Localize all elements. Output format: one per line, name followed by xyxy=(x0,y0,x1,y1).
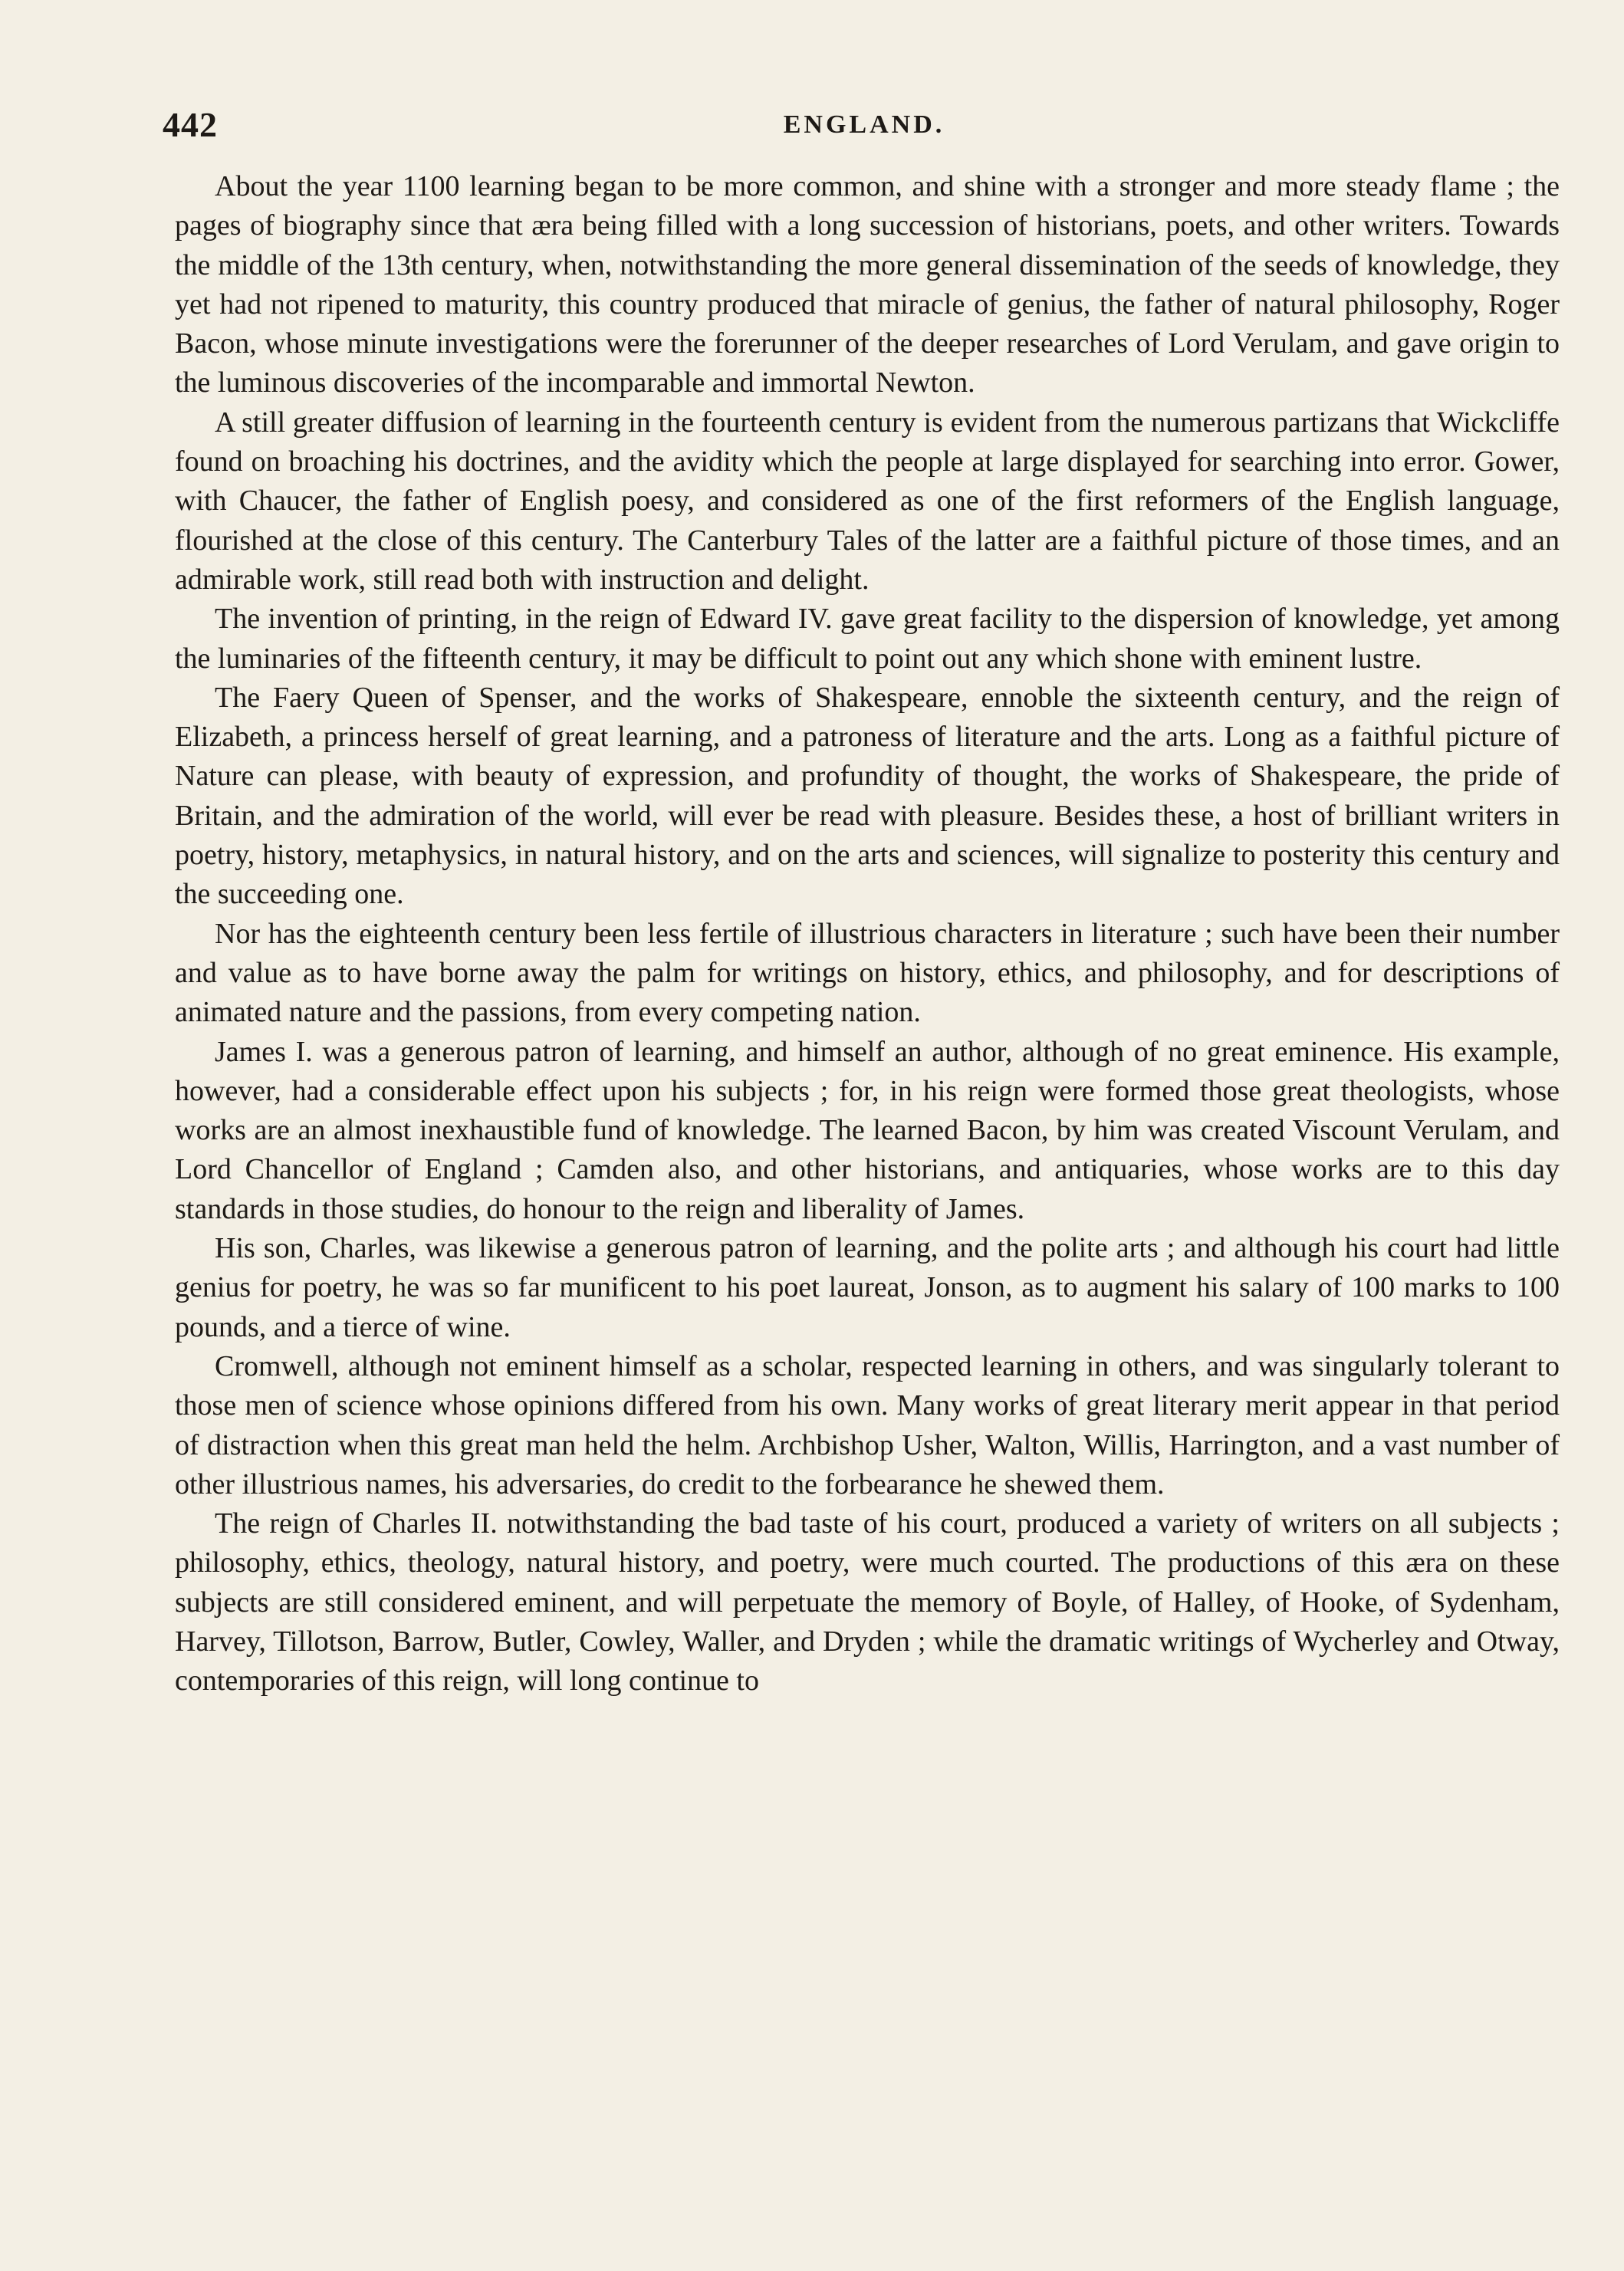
body-text xyxy=(175,167,1560,1701)
paragraph-cromwell: Cromwell, although not eminent himself as a scholar, respected learning in others, and was singularly tolerant to those men of science whose opinions differed from his own. Many works of great literary merit appear in that period of distraction when this great man held the helm. Archbishop Usher, Walton, Willis, Harrington, and a vast number of other illustrious names, his adversaries, do credit to the forbearance he shewed them. xyxy=(175,1349,1560,1500)
paragraph-spenser-shakespeare: The Faery Queen of Spenser, and the works of Shakespeare, ennoble the sixteenth century, and the reign of Elizabeth, a princess herself of great learning, and a patroness of literature and the arts. Long as a faithful picture of Nature can please, with beauty of expression, and profundity of thought, the works of Shakespeare, the pride of Britain, and the admiration of the world, will ever be read with pleasure. Besides these, a host of brilliant writers in poetry, history, metaphysics, in natural history, and on the arts and sciences, will signalize to posterity this century and the succeeding one. xyxy=(175,681,1560,911)
page-number: 442 xyxy=(163,105,218,144)
running-head xyxy=(163,104,1566,150)
paragraph-charles-ii: The reign of Charles II. notwithstanding the bad taste of his court, produced a variety of writers on all subjects ; philosophy, ethics, theology, natural history, and poetry, were much courted. The productions of this æra on these subjects are still considered eminent, and will perpetuate the memory of Boyle, of Halley, of Hooke, of Sydenham, Harvey, Tillotson, Barrow, Butler, Cowley, Waller, and Dryden ; while the dramatic writings of Wycherley and Otway, contemporaries of this reign, will long continue to xyxy=(175,1507,1560,1697)
paragraph-learning-1100: About the year 1100 learning began to be more common, and shine with a stronger and more steady flame ; the pages of biography since that æra being filled with a long succession of historians, poets, and other writers. Towards the middle of the 13th century, when, notwithstanding the more general dissemination of the seeds of knowledge, they yet had not ripened to maturity, this country produced that miracle of genius, the father of natural philosophy, Roger Bacon, whose minute investigations were the forerunner of the deeper researches of Lord Verulam, and gave origin to the luminous discoveries of the incomparable and immortal Newton. xyxy=(175,170,1560,399)
running-title: ENGLAND. xyxy=(783,110,945,139)
paragraph-james-i: James I. was a generous patron of learning, and himself an author, although of no great eminence. His example, however, had a considerable effect upon his subjects ; for, in his reign were formed those great theologists, whose works are an almost inexhaustible fund of knowledge. The learned Bacon, by him was created Viscount Verulam, and Lord Chancellor of England ; Camden also, and other historians, and antiquaries, whose works are to this day standards in those studies, do honour to the reign and liberality of James. xyxy=(175,1035,1560,1225)
paragraph-charles-i: His son, Charles, was likewise a generous patron of learning, and the polite arts ; and although his court had little genius for poetry, he was so far munificent to his poet laureat, Jonson, as to augment his salary of 100 marks to 100 pounds, and a tierce of wine. xyxy=(175,1232,1560,1343)
paragraph-fourteenth-century: A still greater diffusion of learning in the fourteenth century is evident from the numerous partizans that Wickcliffe found on broaching his doctrines, and the avidity which the people at large displayed for searching into error. Gower, with Chaucer, the father of English poesy, and considered as one of the first reformers of the English language, flourished at the close of this century. The Canterbury Tales of the latter are a faithful picture of those times, and an admirable work, still read both with instruction and delight. xyxy=(175,406,1560,596)
paragraph-eighteenth-century: Nor has the eighteenth century been less fertile of illustrious characters in literature ; such have been their number and value as to have borne away the palm for writings on history, ethics, and philosophy, and for descriptions of animated nature and the passions, from every competing nation. xyxy=(175,917,1560,1029)
paragraph-printing: The invention of printing, in the reign of Edward IV. gave great facility to the dispersion of knowledge, yet among the luminaries of the fifteenth century, it may be difficult to point out any which shone with eminent lustre. xyxy=(175,603,1560,675)
